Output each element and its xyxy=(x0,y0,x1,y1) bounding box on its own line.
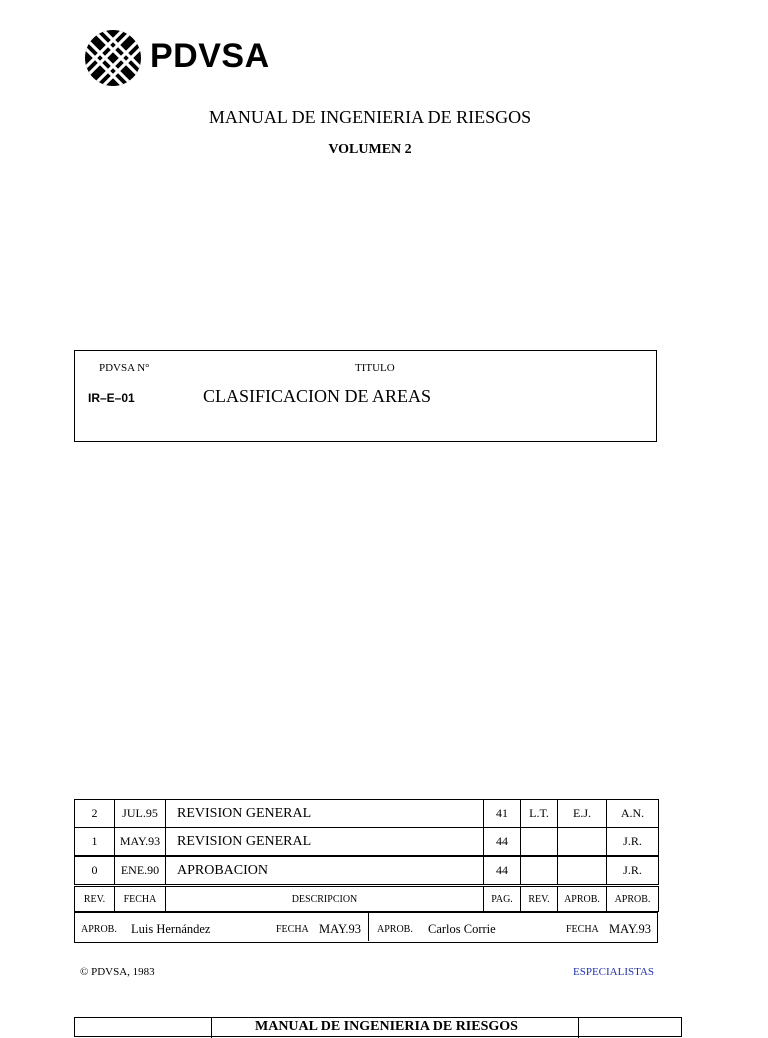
aprob2-cell: J.R. xyxy=(607,828,659,857)
rev-cell: 1 xyxy=(75,828,115,857)
specialists-link[interactable]: ESPECIALISTAS xyxy=(573,966,655,978)
next-page-title: MANUAL DE INGENIERIA DE RIESGOS xyxy=(255,1019,518,1034)
volume-label: VOLUMEN 2 xyxy=(328,142,412,157)
approval-label: APROB. xyxy=(377,924,413,935)
header-description: DESCRIPCION xyxy=(166,886,484,912)
divider xyxy=(211,1018,212,1038)
aprob1-cell: E.J. xyxy=(558,800,607,828)
approver-name: Luis Hernández xyxy=(131,922,211,936)
number-label: PDVSA N° xyxy=(99,362,150,374)
pages-cell: 44 xyxy=(484,856,521,886)
approval-date-label: FECHA xyxy=(566,924,599,935)
header-rev: REV. xyxy=(75,886,115,912)
header-aprob1: APROB. xyxy=(558,886,607,912)
rev-by-cell xyxy=(521,828,558,857)
header-aprob2: APROB. xyxy=(607,886,659,912)
date-cell: ENE.90 xyxy=(115,856,166,886)
header-rev-by: REV. xyxy=(521,886,558,912)
rev-cell: 0 xyxy=(75,856,115,886)
divider xyxy=(578,1018,579,1038)
approval-date-label: FECHA xyxy=(276,924,309,935)
description-cell: APROBACION xyxy=(166,856,484,886)
table-header-row xyxy=(75,886,659,912)
manual-title: MANUAL DE INGENIERIA DE RIESGOS xyxy=(208,107,532,127)
table-row xyxy=(75,800,659,828)
aprob1-cell xyxy=(558,828,607,857)
approval-label: APROB. xyxy=(81,924,117,935)
table-row xyxy=(75,828,659,857)
date-cell: JUL.95 xyxy=(115,800,166,828)
copyright-notice: © PDVSA, 1983 xyxy=(80,966,155,978)
title-label: TITULO xyxy=(355,362,395,374)
document-title: CLASIFICACION DE AREAS xyxy=(203,386,432,406)
aprob1-cell xyxy=(558,856,607,886)
description-cell: REVISION GENERAL xyxy=(166,828,484,857)
brand-name: PDVSA xyxy=(150,37,270,75)
revision-table xyxy=(74,799,659,912)
pages-cell: 44 xyxy=(484,828,521,857)
table-row xyxy=(75,856,659,886)
next-page-header xyxy=(74,1017,682,1037)
rev-by-cell: L.T. xyxy=(521,800,558,828)
rev-cell: 2 xyxy=(75,800,115,828)
approval-right xyxy=(369,913,657,941)
description-cell: REVISION GENERAL xyxy=(166,800,484,828)
date-cell: MAY.93 xyxy=(115,828,166,857)
document-number: IR–E–01 xyxy=(88,391,135,405)
approver-name: Carlos Corrie xyxy=(428,922,496,936)
aprob2-cell: A.N. xyxy=(607,800,659,828)
pdvsa-logo xyxy=(84,29,284,87)
header-date: FECHA xyxy=(115,886,166,912)
approval-date: MAY.93 xyxy=(609,922,652,936)
document-title-box xyxy=(74,350,657,442)
pdvsa-emblem-icon xyxy=(84,29,142,87)
approval-left xyxy=(75,913,369,941)
approval-row xyxy=(74,912,658,943)
rev-by-cell xyxy=(521,856,558,886)
header-pages: PAG. xyxy=(484,886,521,912)
aprob2-cell: J.R. xyxy=(607,856,659,886)
pages-cell: 41 xyxy=(484,800,521,828)
approval-date: MAY.93 xyxy=(319,922,362,936)
